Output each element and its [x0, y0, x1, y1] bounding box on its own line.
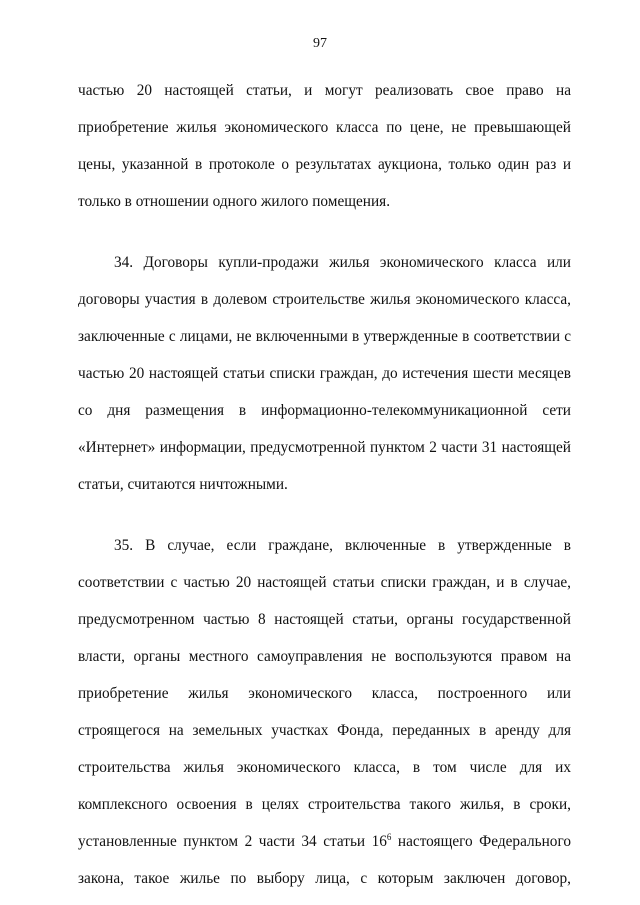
text-line: власти, органы местного самоуправления не воспользуются правом на [78, 648, 571, 665]
text-line: «Интернет» информации, предусмотренной пунктом 2 части 31 настоящей [78, 439, 571, 456]
superscript: 6 [386, 832, 392, 842]
text-line: только в отношении одного жилого помещения. [78, 193, 391, 210]
text-line-tail: настоящего Федерального [391, 833, 571, 850]
document-body [78, 72, 571, 897]
text-line: предусмотренном частью 8 настоящей статьи, органы государственной [78, 611, 571, 628]
text-line: со дня размещения в информационно-телекоммуникационной сети [78, 402, 571, 419]
text-line-with-superscript [78, 823, 571, 860]
text-line: частью 20 настоящей статьи, и могут реализовать свое право на [78, 82, 571, 99]
page-number: 97 [313, 36, 327, 51]
text-line: соответствии с частью 20 настоящей статьи списки граждан, и в случае, [78, 574, 571, 591]
text-line: 35. В случае, если граждане, включенные в утвержденные в [114, 537, 571, 554]
text-line-head: установленные пунктом 2 части 34 статьи 16 [78, 833, 387, 850]
paragraph-continuation [78, 72, 571, 220]
text-line: 34. Договоры купли-продажи жилья экономического класса или [114, 254, 571, 271]
paragraph-34 [78, 244, 571, 503]
text-line: закона, такое жилье по выбору лица, с которым заключен договор, [78, 870, 571, 887]
text-line: статьи, считаются ничтожными. [78, 476, 288, 493]
text-line: приобретение жилья экономического класса по цене, не превышающей [78, 119, 571, 136]
text-line: строительства жилья экономического класса, в том числе для их [78, 759, 571, 776]
text-line: договоры участия в долевом строительстве жилья экономического класса, [78, 291, 571, 308]
text-line: приобретение жилья экономического класса, построенного или [78, 685, 571, 702]
paragraph-35 [78, 527, 571, 897]
text-line: цены, указанной в протоколе о результатах аукциона, только один раз и [78, 156, 571, 173]
text-line: заключенные с лицами, не включенными в утвержденные в соответствии с [78, 328, 571, 345]
text-line: частью 20 настоящей статьи списки граждан, до истечения шести месяцев [78, 365, 571, 382]
text-line: комплексного освоения в целях строительства такого жилья, в сроки, [78, 796, 571, 813]
text-line: строящегося на земельных участках Фонда, переданных в аренду для [78, 722, 571, 739]
